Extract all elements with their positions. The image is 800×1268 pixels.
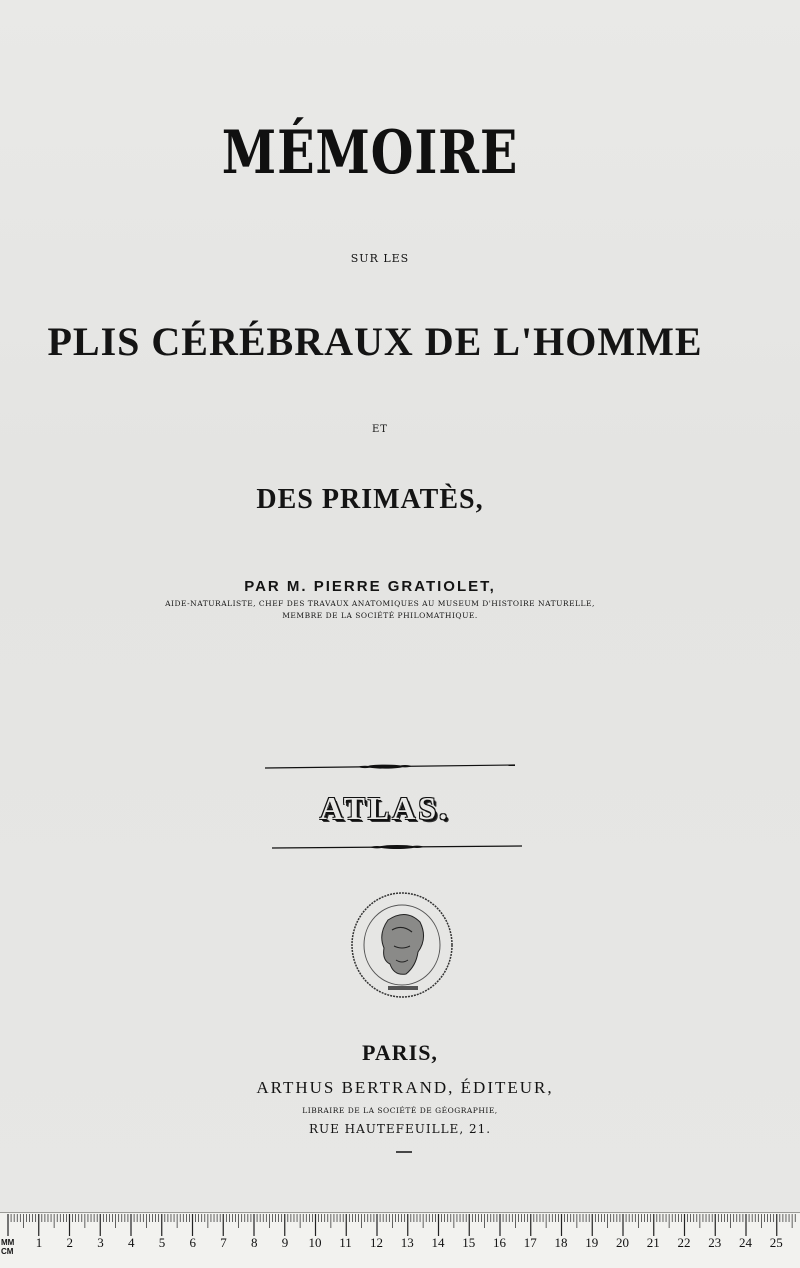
ruler-number: 14 <box>431 1235 445 1250</box>
ruler-number: 25 <box>769 1235 783 1250</box>
ruler-number: 1 <box>35 1235 43 1250</box>
ruler-number: 11 <box>339 1235 352 1250</box>
bleed-through-text <box>270 262 275 285</box>
book-subtitle: PLIS CÉRÉBRAUX DE L'HOMME <box>47 319 703 364</box>
ruler-number: 12 <box>370 1235 383 1250</box>
ruler-number: 20 <box>616 1235 629 1250</box>
ruler-number: 22 <box>677 1235 691 1250</box>
ruler-number: 6 <box>189 1235 196 1250</box>
publication-city: PARIS, <box>362 1040 438 1065</box>
author-description <box>0 598 760 622</box>
ruler-number: 19 <box>585 1235 599 1250</box>
ruler-number: 8 <box>251 1235 258 1250</box>
author-description-line-1: AIDE-NATURALISTE, CHEF DES TRAVAUX ANATOMIQUES AU MUSEUM D'HISTOIRE NATURELLE, <box>165 599 595 608</box>
ornamental-rule-top <box>265 762 515 772</box>
ruler-number: 2 <box>66 1235 73 1250</box>
ruler-number: 21 <box>646 1235 660 1250</box>
book-subtitle-2: DES PRIMATÈS, <box>256 484 484 515</box>
ruler-number: 18 <box>554 1235 568 1250</box>
ruler-number: 23 <box>708 1235 722 1250</box>
ruler-number: 24 <box>739 1235 752 1250</box>
ruler-number: 7 <box>220 1235 227 1250</box>
ruler-number: 9 <box>281 1235 289 1250</box>
publisher-description: LIBRAIRE DE LA SOCIÉTÉ DE GÉOGRAPHIE, <box>302 1106 498 1115</box>
ruler-number: 5 <box>158 1235 166 1250</box>
sur-les-label: SUR LES <box>350 252 410 265</box>
author-description-line-2: MEMBRE DE LA SOCIÉTÉ PHILOMATHIQUE. <box>282 611 478 620</box>
ruler-number: 17 <box>523 1235 537 1250</box>
ruler-unit-mm: MM <box>1 1238 15 1247</box>
book-title: MÉMOIRE <box>221 118 519 188</box>
publisher-address: RUE HAUTEFEUILLE, 21. <box>308 1122 492 1136</box>
closing-dash <box>396 1150 412 1154</box>
ruler-number: 4 <box>128 1235 135 1250</box>
et-label: ET <box>372 424 388 435</box>
ruler-number: 13 <box>400 1235 414 1250</box>
ruler-number: 10 <box>308 1235 322 1250</box>
library-stamp-icon <box>348 890 456 1000</box>
ornamental-rule-bottom <box>272 842 522 852</box>
ruler-scale <box>0 1213 800 1268</box>
ruler-number: 16 <box>493 1235 506 1250</box>
ruler-unit-cm: CM <box>1 1247 14 1256</box>
atlas-heading: ATLAS. <box>319 790 451 826</box>
ruler-number: 3 <box>97 1235 104 1250</box>
publisher-name: ARTHUS BERTRAND, ÉDITEUR, <box>256 1078 554 1097</box>
author-line: PAR M. PIERRE GRATIOLET, <box>244 578 496 595</box>
measurement-ruler <box>0 1212 800 1268</box>
ruler-number: 15 <box>462 1235 476 1250</box>
